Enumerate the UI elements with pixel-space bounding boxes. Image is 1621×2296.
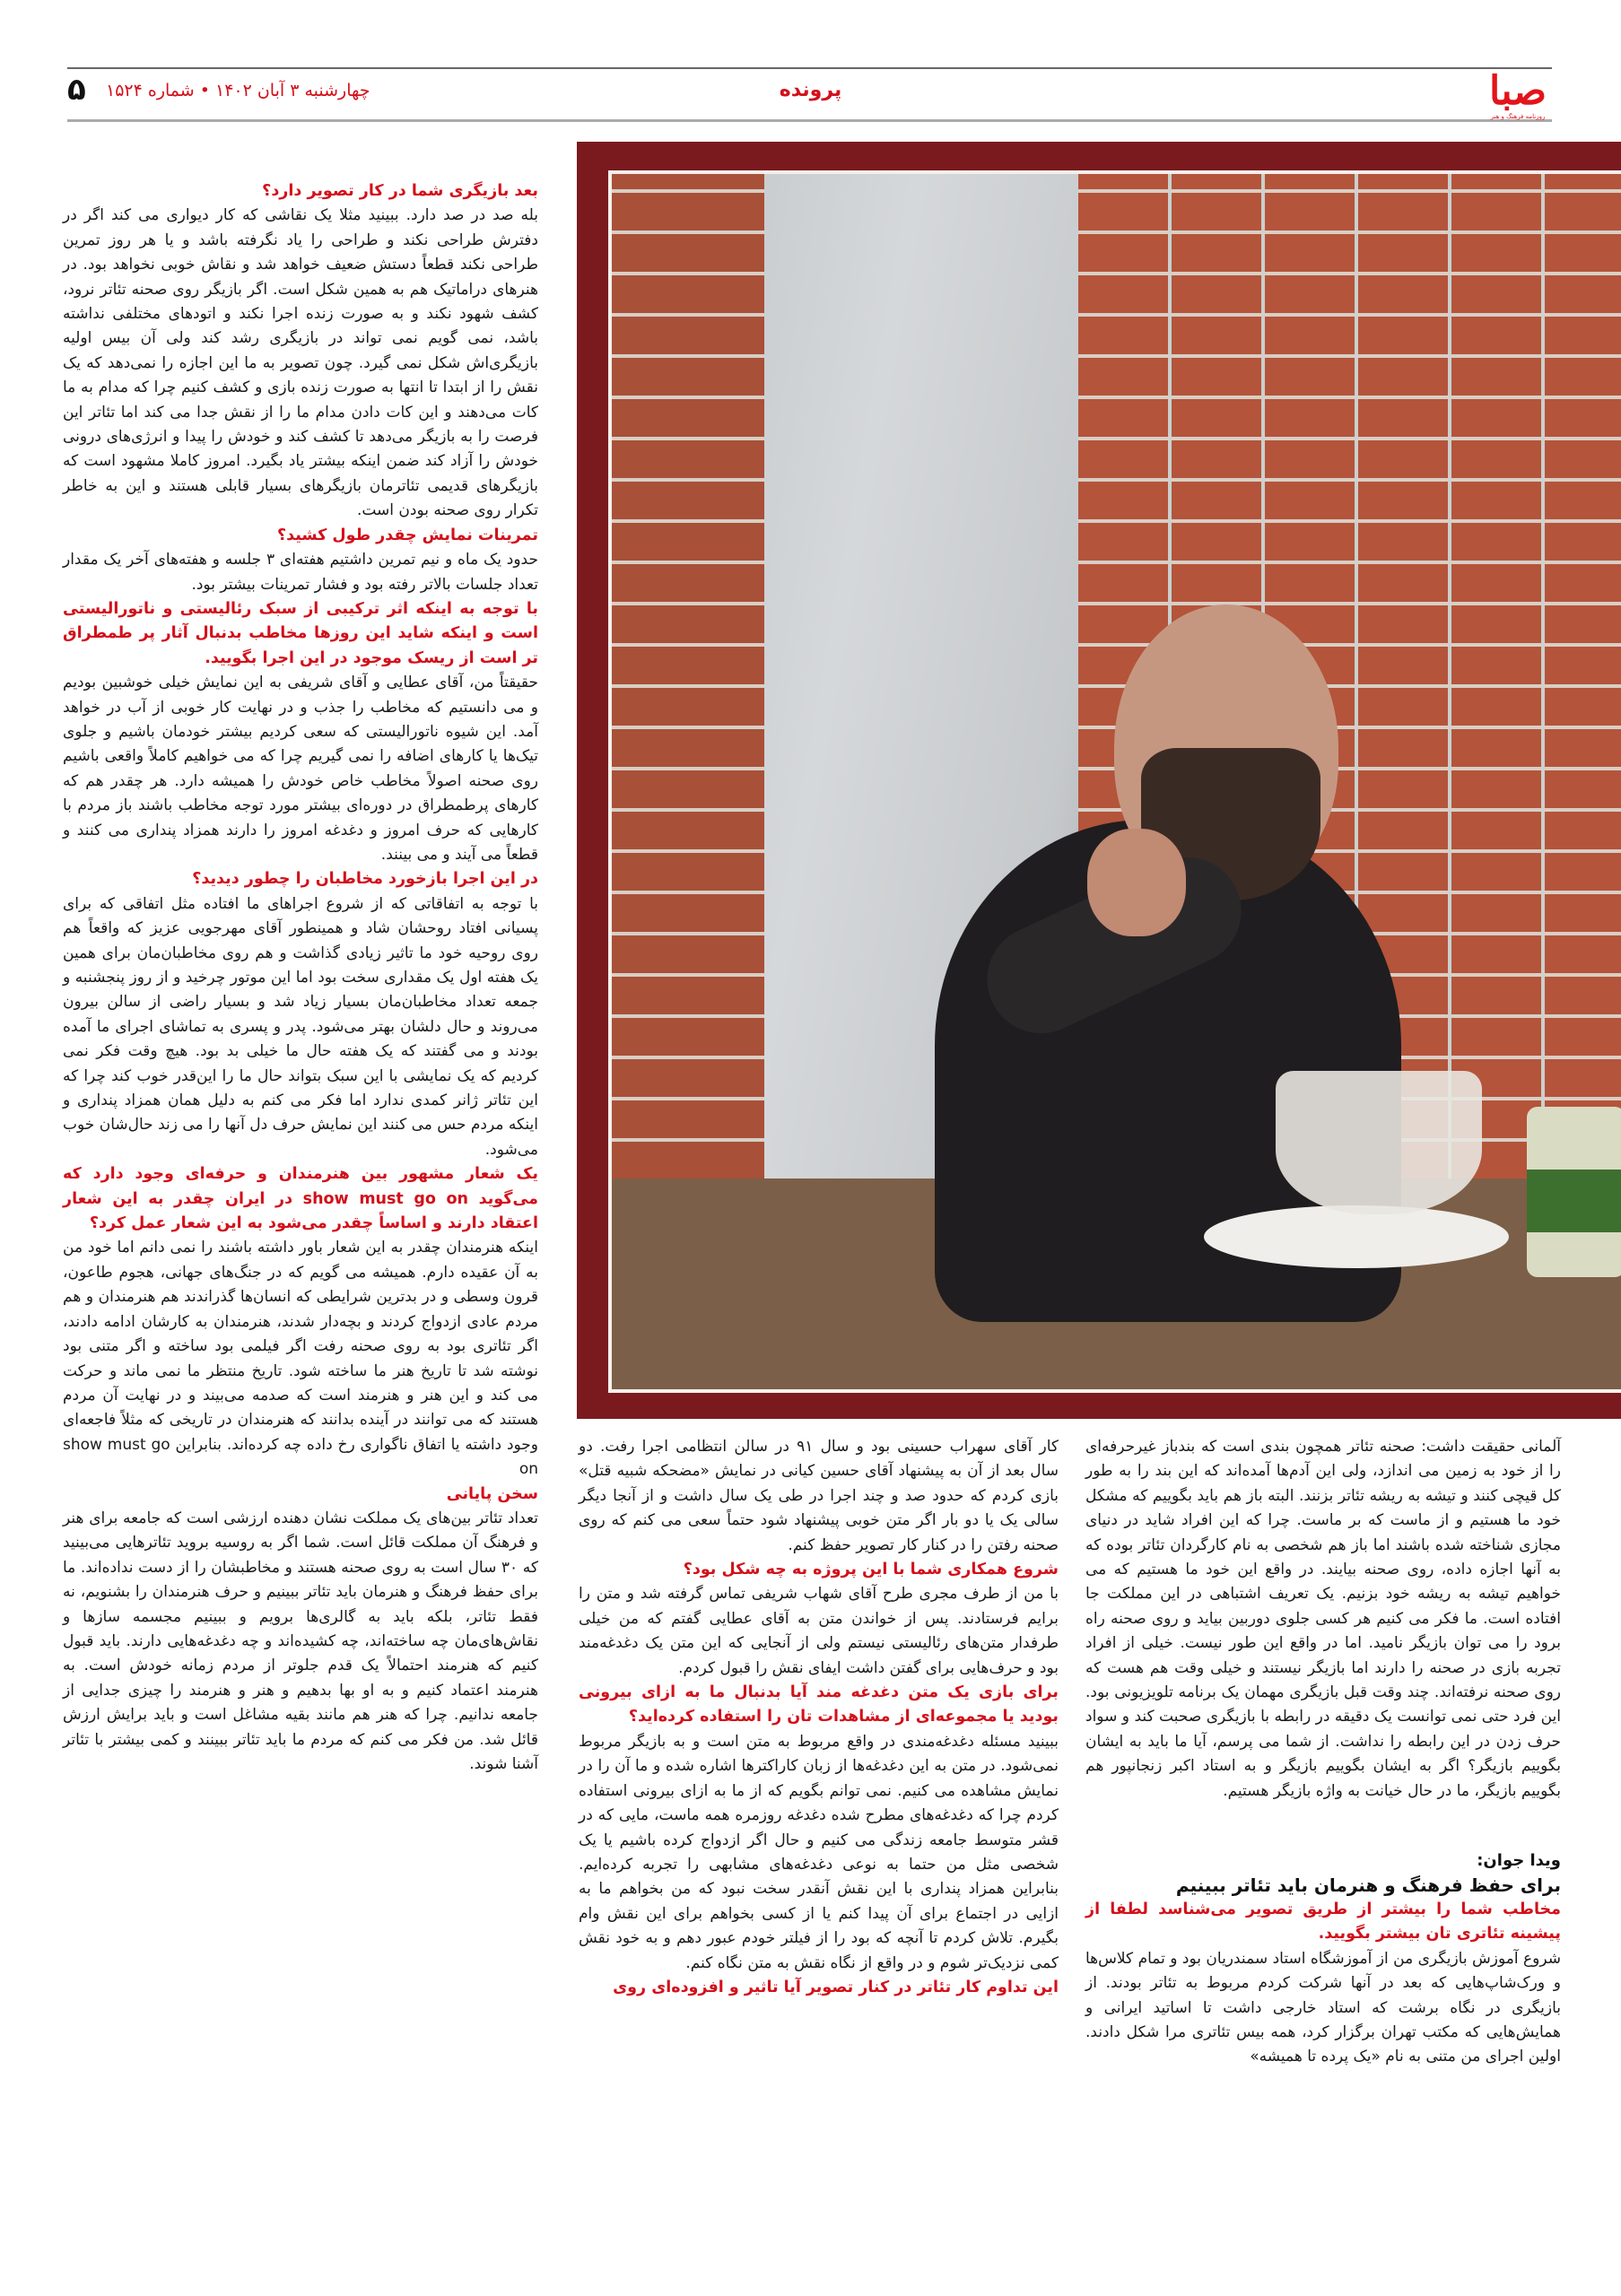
question-heading: برای بازی یک متن دغدغه مند آیا بدنبال ما به ازای بیرونی بودید یا مجموعه‌ای از مشاهدات تان را استفاده کرده‌اید؟: [579, 1683, 1059, 1726]
page-number: ۵: [67, 72, 86, 108]
question-heading: مخاطب شما را بیشتر از طریق تصویر می‌شناسد لطفا از پیشینه تئاتری تان بیشتر بگویید.: [1085, 1900, 1561, 1944]
question-heading: تمرینات نمایش چقدر طول کشید؟: [276, 526, 538, 544]
logo-text: صبا: [1488, 68, 1547, 114]
question-heading: این تداوم کار تئاتر در کنار تصویر آیا تاثیر و افزوده‌ای روی: [613, 1978, 1059, 1996]
question-heading: شروع همکاری شما با این پروژه به چه شکل بود؟: [683, 1561, 1059, 1579]
question-heading: در این اجرا بازخورد مخاطبان را چطور دیدید؟: [192, 870, 538, 889]
header-bottom-rule: [67, 119, 1552, 122]
answer-paragraph: با توجه به اتفاقاتی که از شروع اجراهای ما افتاده مثل اتفاقی که برای پسیانی افتاد روحشان شاد و همینطور آقای مهرجویی عزیز که واقعاً هم روی روحیه خود ما تاثیر زیادی گذاشت و هم روی مخاطبان‌مان برای همین یک هفته اول یک مقداری سخت بود اما این موتور چرخید و از روز پنجشنبه و جمعه تعداد مخاطبان‌مان بسیار زیاد شد و بسیار راضی از سالن بیرون می‌روند و حال دلشان بهتر می‌شود. پدر و پسری به تماشای اجرای ما آمده بودند و می گفتند که یک هفته حال ما خیلی بد بود. هیچ وقت فکر نمی کردیم که یک نمایشی با این سبک بتواند حال ما را این‌قدر خوب کند چرا که این تئاتر ژانر کمدی ندارد اما فکر می کنم به دلیل همان همزاد پنداری و اینکه مردم حس می کنند این نمایش حرف دل آنها را می زند حال‌شان خوب می‌شود.: [63, 894, 538, 1159]
interviewee-name: ویدا جوان:: [1477, 1851, 1561, 1871]
dateline: چهارشنبه ۳ آبان ۱۴۰۲ • شماره ۱۵۲۴: [106, 81, 370, 100]
question-heading: با توجه به اینکه اثر ترکیبی از سبک رئالیستی و ناتورالیستی است و اینکه شاید این روزها مخاطب بدنبال آثار پر طمطراق تر است از ریسک موجود در این اجرا بگویید.: [63, 599, 538, 667]
answer-paragraph: بله صد در صد دارد. ببینید مثلا یک نقاشی که کار دیواری می کند اگر در دفترش طراحی نکند و طراحی را یاد نگرفته باشد و یا هر روز تمرین طراحی نکند قطعاً دستش ضعیف خواهد شد و نقاش خوبی نخواهد بود. در هنرهای دراماتیک هم به همین شکل است. اگر بازیگر روی صحنه تئاتر نرود، کشف شهود نکند و به صورت زنده اجرا نکند و اتودهای مختلفی نداشته باشد، نمی گویم نمی تواند در بازیگری رشد کند ولی آن بیس اولیه بازیگری‌اش شکل نمی گیرد. چون تصویر به ما این اجازه را نمی‌دهد که یک نقش را از ابتدا تا انتها به صورت زنده بازی و کشف کنیم چرا که مدام به ما کات می‌دهند و این کات دادن مدام ما را از نقش جدا می کند اما تئاتر این فرصت را به بازیگر می‌دهد تا کشف کند و خودش را پیدا و انرژی‌های درونی خودش را آزاد کند ضمن اینکه بیشتر یاد بگیرد. امروز کاملا مشهود است که بازیگرهای قدیمی تئاترمان بازیگرهای بسیار قابلی هستند و این به خاطر تکرار روی صحنه بودن است.: [63, 206, 538, 520]
actor-hand: [1087, 829, 1186, 936]
rice-bowl: [1276, 1071, 1482, 1214]
answer-paragraph: شروع آموزش بازیگری من از آموزشگاه استاد سمندریان بود و تمام کلاس‌ها و ورک‌شاپ‌هایی که بعد در آنها شرکت کردم مربوط به تئاتر بودند. از بازیگری در نگاه برشت که استاد خارجی داشت تا اساتید ایرانی و همایش‌هایی که مکتب تهران برگزار کرد، همه بیس تئاتری مرا شکل دادند. اولین اجرای من متنی به نام «یک پرده تا همیشه»: [1085, 1949, 1561, 2066]
answer-paragraph: تعداد تئاتر بین‌های یک مملکت نشان دهنده ارزشی است که جامعه برای هنر و فرهنگ آن مملکت قائل است. شما اگر به روسیه بروید تئاترهایی می‌بینید که ۳۰ سال است به روی صحنه هستند و مخاطبشان را از دست نداده‌اند. ما برای حفظ فرهنگ و هنرمان باید تئاتر ببینیم و حرف هنرمندان را بشنویم، نه فقط تئاتر، بلکه باید به گالری‌ها برویم و ببینیم مجسمه سازها و نقاش‌های‌مان چه ساخته‌اند، چه کشیده‌اند و چه دغدغه‌هایی دارند. باید قبول کنیم که هنرمند احتمالاً یک قدم جلوتر از مردم زمانه خودش است. به هنرمند اعتماد کنیم و به او بها بدهیم و هنر و هنرمند را چیزی جدایی از جامعه ندانیم. چرا که هنر هم مانند بقیه مشاغل است و باید برایش ارزش قائل شد. من فکر می کنم که مردم ما باید تئاتر ببینند و کمی بیشتر با تئاتر آشنا شوند.: [63, 1509, 538, 1773]
answer-paragraph: اینکه هنرمندان چقدر به این شعار باور داشته باشند را نمی دانم اما خود من به آن عقیده دارم. همیشه می گویم که در جنگ‌های جهانی، هجوم طاعون، قرون وسطی و در بدترین شرایطی که انسان‌ها گذراندند هم هنرمندان و هم مردم عادی ازدواج کردند و بچه‌دار شدند، هنرمندان به کارشان ادامه دادند، اگر تئاتری بود به روی صحنه رفت اگر فیلمی بود ساخته و اگر متنی بود نوشته شد تا تاریخ هنر ما ساخته شود. تاریخ منتظر ما نمی ماند و حرکت می کند و این هنر و هنرمند است که صدمه می‌بیند و در نهایت آن مردم هستند که می توانند در آینده بدانند که هنرمندان در تاریخی که مثلاً فاجعه‌ای وجود داشته یا اتفاق ناگواری رخ داده چه کرده‌اند. بنابراین show must go on: [63, 1239, 539, 1479]
plate: [1204, 1205, 1509, 1268]
interview-headline: برای حفظ فرهنگ و هنرمان باید تئاتر ببینیم: [1175, 1874, 1561, 1896]
left-column: [63, 179, 538, 1777]
middle-column: [579, 1435, 1059, 2000]
closing-heading: سخن پایانی: [446, 1484, 538, 1503]
answer-paragraph: با من از طرف مجری طرح آقای شهاب شریفی تماس گرفته شد و متن را برایم فرستادند. پس از خواندن متن به آقای عطایی گفتم که من خیلی طرفدار متن‌های رئالیستی نیستم ولی از آنجایی که این متن یک دغدغه‌مند بود و حرف‌هایی برای گفتن داشت ایفای نقش را قبول کردم.: [579, 1585, 1059, 1677]
section-title: پرونده: [779, 79, 842, 101]
spacer: [1085, 1804, 1561, 1848]
logo-tagline: روزنامه فرهنگ و هنر: [1490, 113, 1546, 120]
answer-paragraph: ببینید مسئله دغدغه‌مندی در واقع مربوط به متن است و به بازیگر مربوط نمی‌شود. در متن به این دغدغه‌ها از زبان کاراکترها اشاره شده و ما آن را در نمایش مشاهده می کنیم. نمی توانم بگویم که از ما به ازای بیرونی استفاده کردم چرا که دغدغه‌های مطرح شده دغدغه روزمره همه ماست، مایی که در قشر متوسط جامعه زندگی می کنیم و حال اگر ازدواج کرده باشیم یا یک شخصی مثل من حتما به نوعی دغدغه‌های مشابهی را تجربه کرده‌ایم. بنابراین همزاد پنداری با این نقش آنقدر سخت نبود که من بخواهم ما به ازایی در اجتماع برای آن پیدا کنم یا از کسی بخواهم برای این نقش وام بگیرم. تلاش کردم تا آنچه که بود را از فیلتر خودم عبور دهم و به خود نقش کمی نزدیک‌تر شوم و در واقع از نگاه نقش به متن نگاه کنم.: [579, 1732, 1059, 1972]
question-heading: یک شعار مشهور بین هنرمندان و حرفه‌ای وجود دارد که می‌گوید show must go on در ایران چقدر به این شعار اعتقاد دارند و اساساً چقدر می‌شود به این شعار عمل کرد؟: [63, 1165, 538, 1233]
question-heading: بعد بازیگری شما در کار تصویر دارد؟: [262, 182, 538, 200]
answer-paragraph: آلمانی حقیقت داشت: صحنه تئاتر همچون بندی است که بندباز غیرحرفه‌ای را از خود به زمین می اندازد، ولی این آدم‌ها آمده‌اند که این بند را به طور کل قیچی کنند و تیشه به ریشه تئاتر بزنند. البته باز هم باید بگوییم که مشکل خود ما هستیم و از ماست که بر ماست. چرا که این افراد شاید در دنیای مجازی شناخته شده باشند اما باز هم شخصی به نام کارگردان تئاتر بوده که به آنها اجازه داده، روی صحنه بیایند. در واقع این خود ما هستیم که می خواهیم تیشه به ریشه خود بزنیم. یک تعریف اشتباهی در این مملکت جا افتاده است. ما فکر می کنیم هر کسی جلوی دوربین بیاید و روی صحنه راه برود را می توان بازیگر نامید. اما در واقع این طور نیست. خیلی از افراد تجربه بازی در صحنه را دارند اما بازیگر نیستند و خیلی وقت هم هست که روی صحنه نرفته‌اند. چند وقت قبل بازیگری مهمان یک برنامه تلویزیونی بود. این فرد حتی نمی توانست یک دقیقه در رابطه با بازیگری صحبت کند و سواد حرف زدن در این رابطه را نداشت. از شما می پرسم، آیا ما باید به ایشان بگوییم بازیگر؟ اگر به ایشان بگوییم بازیگر و به استاد اکبر زنجانپور هم بگوییم بازیگر، ما در حال خیانت به واژه بازیگر هستیم.: [1085, 1438, 1561, 1800]
answer-paragraph: حدود یک ماه و نیم تمرین داشتیم هفته‌ای ۳ جلسه و هفته‌های آخر یک مقدار تعداد جلسات بالاتر رفته بود و فشار تمرینات بیشتر بود.: [63, 551, 538, 594]
answer-paragraph: حقیقتاً من، آقای عطایی و آقای شریفی به این نمایش خیلی خوشبین بودیم و می دانستیم که مخاطب را جذب و در نهایت کار خوبی از آب در خواهد آمد. این شیوه ناتورالیستی که سعی کردیم بیشتر خودمان باشیم و جلوی تیک‌ها یا کارهای اضافه را نمی گیریم چرا که می خواهیم کاملاً واقعی باشیم روی صحنه اصولاً مخاطب خاص خودش را همیشه دارد. هر چقدر هم که کارهای پرطمطراق در دوره‌ای بیشتر مورد توجه مخاطب باشند باز مردم با کارهایی که حرف امروز و دغدغه امروز را دارند همزاد پنداری می کنند و قطعاً می آیند و می بینند.: [63, 674, 538, 864]
jar-label: [1527, 1170, 1621, 1232]
article-photo: [608, 170, 1621, 1393]
answer-paragraph: کار آقای سهراب حسینی بود و سال ۹۱ در سالن انتظامی اجرا رفت. دو سال بعد از آن به پیشنهاد آقای حسین کیانی در نمایش «مضحکه شبیه قتل» بازی کردم که حدود صد و چند اجرا در طی یک سال داشت و از آنجا دیگر سالی یک یا دو بار اگر متن خوبی پیشنهاد شود حتماً سعی می کنم که روی صحنه رفتن را در کنار کار تصویر حفظ کنم.: [579, 1438, 1059, 1554]
header-top-rule: [67, 67, 1552, 69]
right-column: [1085, 1435, 1561, 2070]
